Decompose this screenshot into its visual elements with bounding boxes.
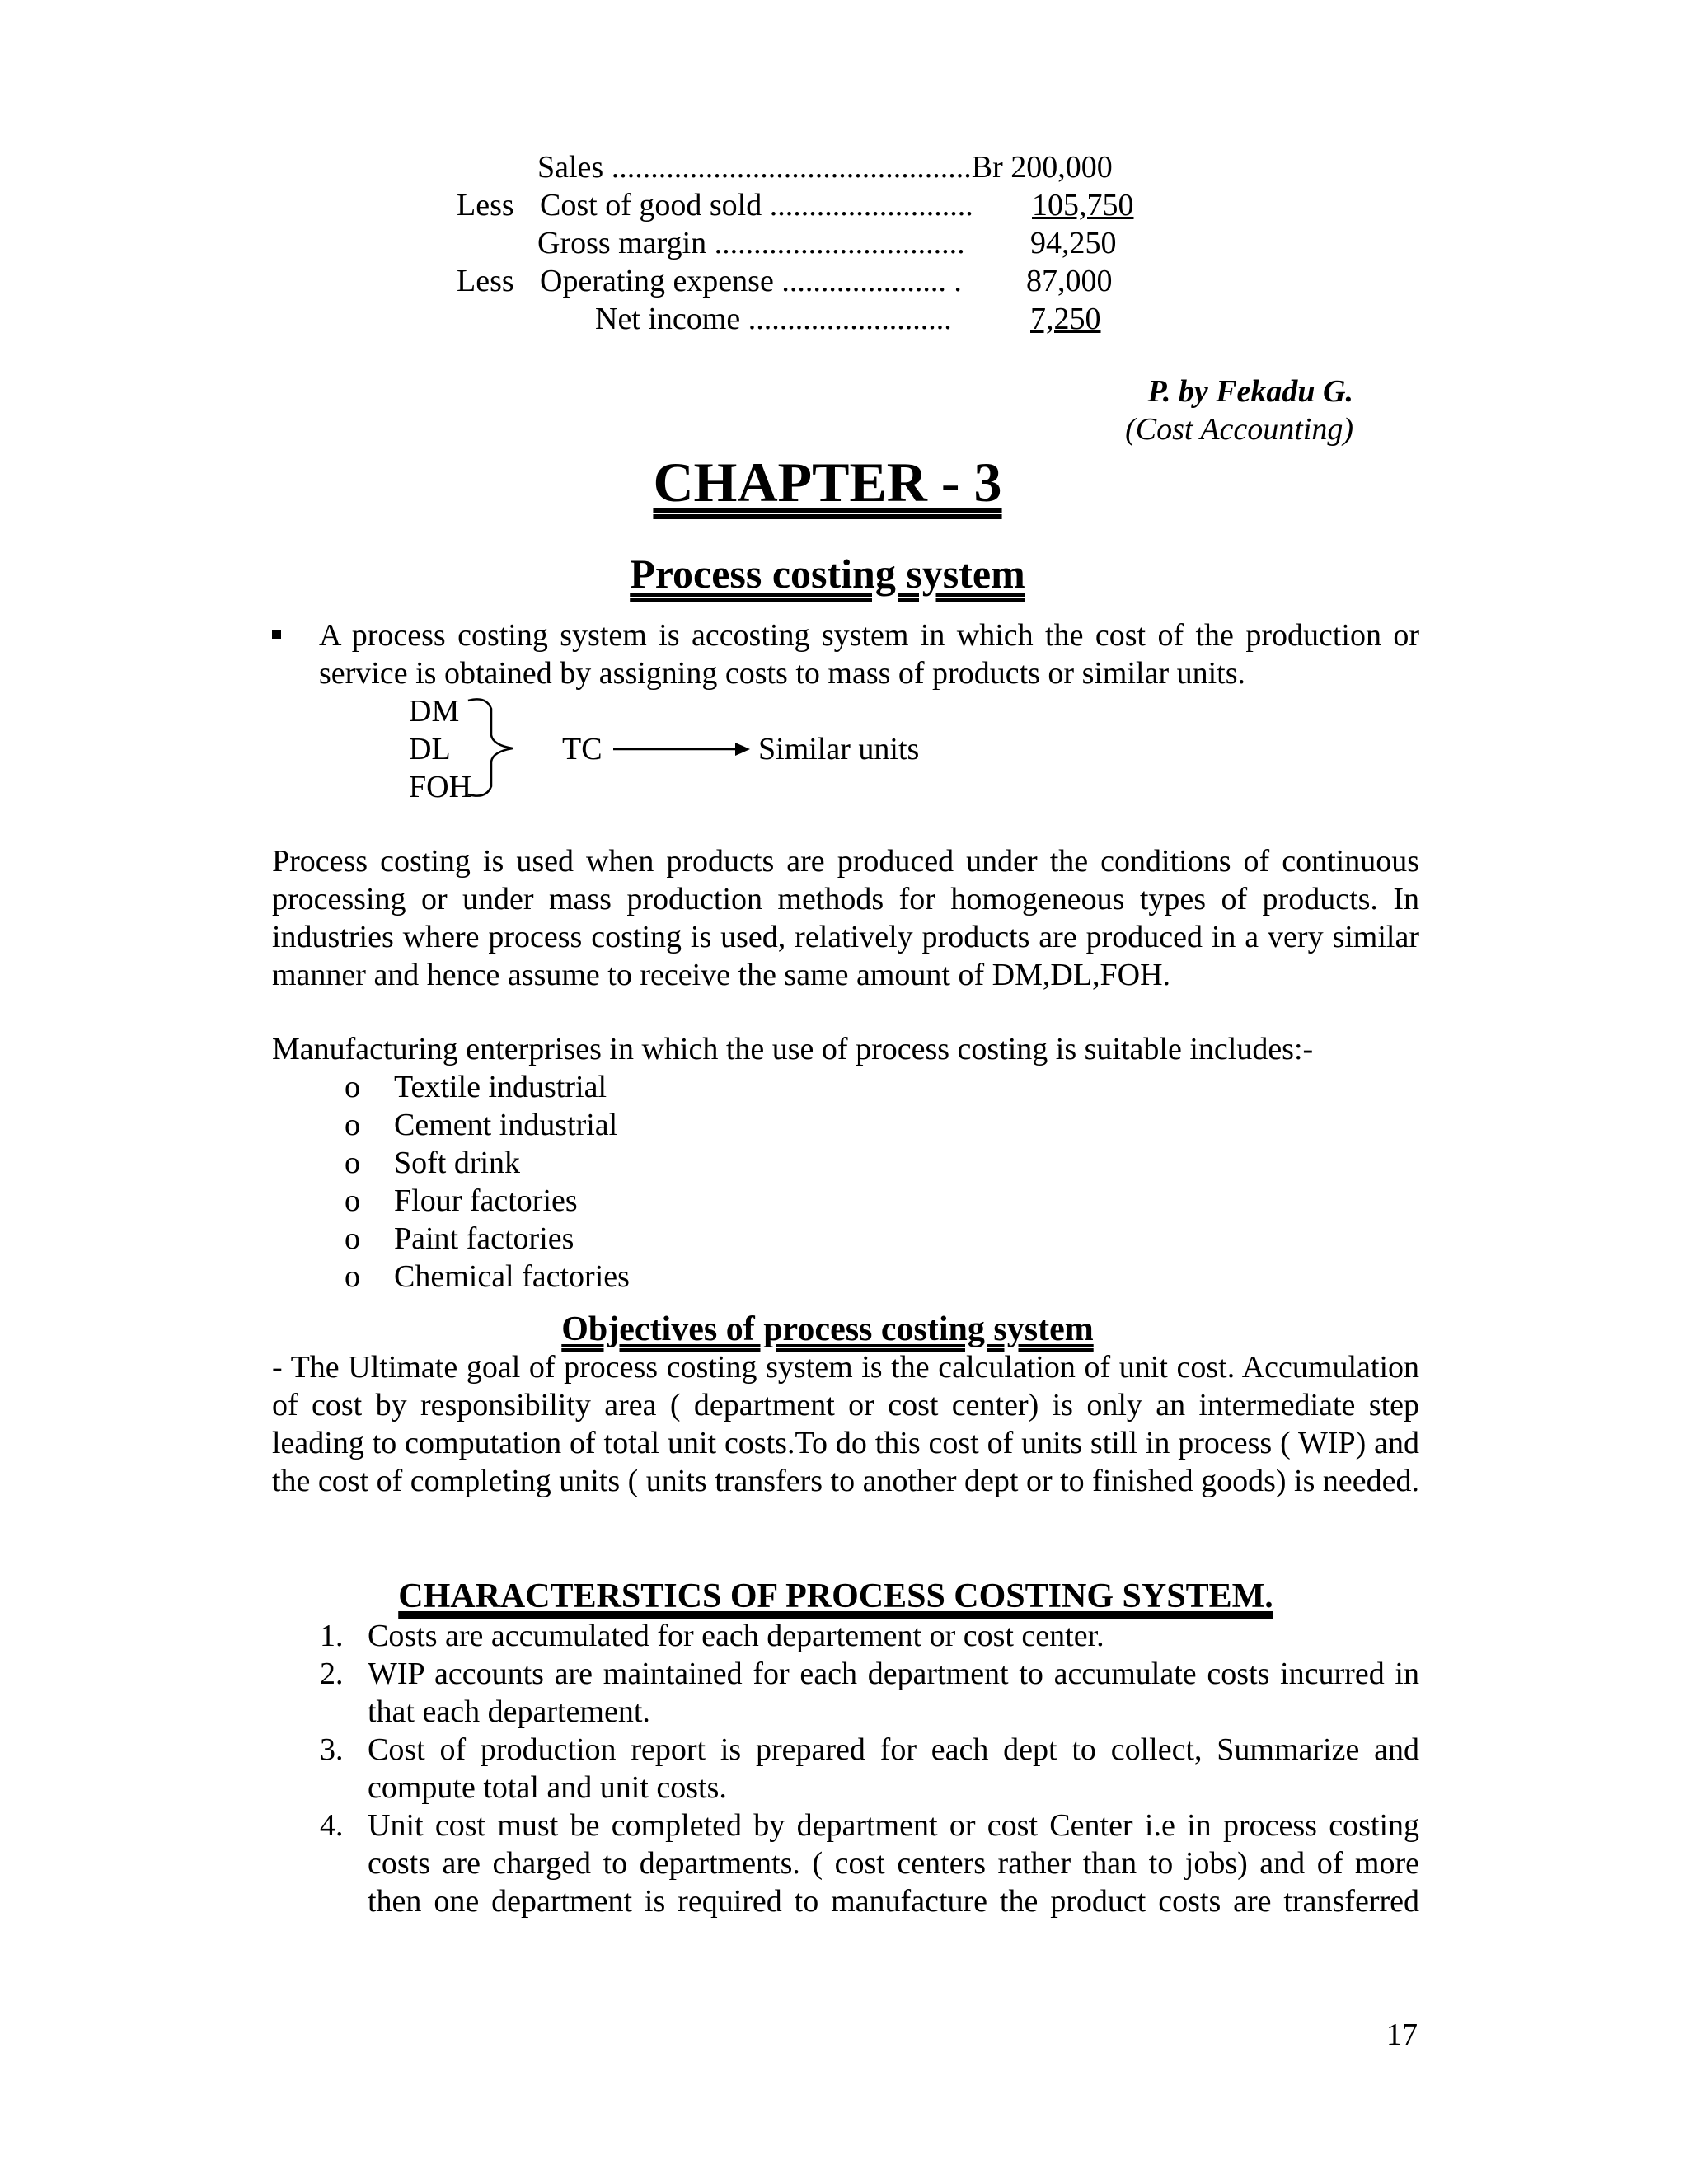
list-item-text: WIP accounts are maintained for each department to accumulate costs incurred in that each departement. — [368, 1657, 1419, 1729]
list-item — [345, 1220, 630, 1258]
list-item — [320, 1807, 1419, 1920]
enterprises-intro: Manufacturing enterprises in which the use of process costing is suitable includes:- — [272, 1032, 1314, 1066]
list-item-text: Cement industrial — [394, 1108, 618, 1142]
operating-expense-line — [540, 262, 962, 300]
circle-bullet-icon: o — [345, 1221, 360, 1256]
leader-dots: .......................... — [762, 188, 973, 223]
process-costing-paragraph: Process costing is used when products are produced under the conditions of continuous processing or under mass production methods for homogeneous types of products. In industries where process costing is used, relatively products are produced in a very similar manner and hence assume to receive the same amount of DM,DL,FOH. — [272, 844, 1419, 992]
author-subject: (Cost Accounting) — [1125, 412, 1353, 447]
net-income-label: Net income — [595, 302, 741, 336]
list-item-text: Textile industrial — [394, 1070, 607, 1104]
gross-margin-value: 94,250 — [1030, 226, 1117, 260]
circle-bullet-icon: o — [345, 1259, 360, 1294]
list-item-text: Costs are accumulated for each departement or cost center. — [368, 1619, 1104, 1653]
leader-dots: .......................... — [740, 302, 952, 336]
cogs-line — [540, 186, 973, 224]
list-item — [345, 1068, 630, 1106]
arrow-right-icon — [612, 739, 752, 759]
section-title: Process costing system — [630, 551, 1025, 597]
diagram-input-foh: FOH — [409, 770, 472, 804]
gross-margin-label: Gross margin — [537, 226, 707, 260]
leader-dots: ..................... . — [773, 264, 962, 298]
square-bullet-icon — [272, 630, 281, 639]
cogs-label: Cost of good sold — [540, 188, 762, 223]
list-number: 4. — [320, 1808, 344, 1843]
list-item — [345, 1106, 630, 1144]
circle-bullet-icon: o — [345, 1183, 360, 1218]
sales-line — [537, 148, 1113, 186]
operating-expense-value: 87,000 — [1026, 264, 1113, 298]
sales-label: Sales — [537, 150, 604, 185]
chapter-title: CHAPTER - 3 — [653, 451, 1002, 513]
diagram-input-dm: DM — [409, 694, 460, 729]
circle-bullet-icon: o — [345, 1108, 360, 1142]
list-item-text: Soft drink — [394, 1146, 521, 1180]
net-income-line — [595, 300, 952, 338]
list-item — [320, 1617, 1419, 1655]
characteristics-title: CHARACTERSTICS OF PROCESS COSTING SYSTEM. — [398, 1577, 1273, 1615]
less-label: Less — [457, 264, 514, 298]
circle-bullet-icon: o — [345, 1146, 360, 1180]
list-item — [345, 1144, 630, 1182]
list-item — [345, 1182, 630, 1220]
diagram-output-label: Similar units — [758, 732, 920, 766]
list-item-text: Chemical factories — [394, 1259, 630, 1294]
page-number: 17 — [1386, 2018, 1418, 2052]
less-label: Less — [457, 188, 514, 223]
list-item-text: Flour factories — [394, 1183, 578, 1218]
leader-dots: ................................ — [706, 226, 965, 260]
intro-bullet-text: A process costing system is accosting system in which the cost of the production or service is obtained by assigning costs to mass of products or similar units. — [319, 618, 1419, 691]
list-item — [320, 1655, 1419, 1731]
brace-icon — [462, 694, 519, 801]
objectives-title: Objectives of process costing system — [561, 1310, 1094, 1348]
list-item — [345, 1258, 630, 1296]
author-name: P. by Fekadu G. — [1147, 374, 1353, 409]
leader-dots: .............................................. — [603, 150, 972, 185]
diagram-tc-label: TC — [562, 732, 603, 766]
list-number: 1. — [320, 1619, 344, 1653]
list-item-text: Paint factories — [394, 1221, 574, 1256]
list-item-text: Cost of production report is prepared for each dept to collect, Summarize and compute total and unit costs. — [368, 1732, 1419, 1805]
characteristics-list — [320, 1617, 1419, 1920]
gross-margin-line — [537, 224, 965, 262]
list-item-text: Unit cost must be completed by department or cost Center i.e in process costing costs are charged to departments. ( cost centers rather than to jobs) and of more then one department is required to manufacture the product costs are transferred — [368, 1808, 1419, 1919]
net-income-value: 7,250 — [1030, 302, 1101, 336]
industries-list — [345, 1068, 630, 1296]
list-number: 2. — [320, 1657, 344, 1691]
list-item — [320, 1731, 1419, 1807]
sales-value: Br 200,000 — [971, 150, 1113, 185]
diagram-input-dl: DL — [409, 732, 451, 766]
cogs-value: 105,750 — [1032, 188, 1134, 223]
list-number: 3. — [320, 1732, 344, 1767]
objectives-paragraph: - The Ultimate goal of process costing system is the calculation of unit cost. Accumulation of cost by responsibility area ( department or cost center) is only an intermediate step leading to computation of total unit costs.To do this cost of units still in process ( WIP) and the cost of completing units ( units transfers to another dept or to finished goods) is needed. — [272, 1350, 1419, 1498]
circle-bullet-icon: o — [345, 1070, 360, 1104]
operating-expense-label: Operating expense — [540, 264, 774, 298]
